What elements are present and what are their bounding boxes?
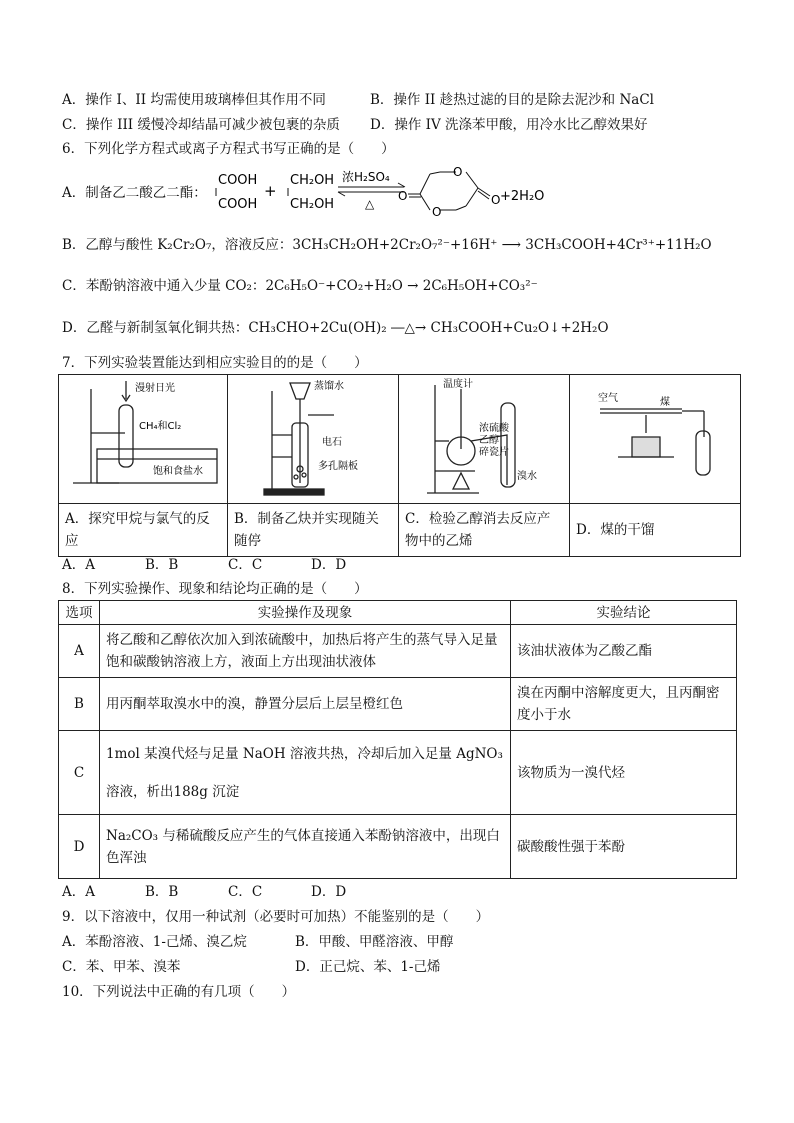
- q7-figure-b: [228, 375, 399, 504]
- q8-row-c-operation-line1: 1mol 某溴代烃与足量 NaOH 溶液共热，冷却后加入足量 AgNO₃: [106, 745, 503, 762]
- ring-oxygen-bottom: O: [432, 205, 442, 219]
- q8-row-a: [59, 625, 737, 678]
- fig-a-label-brine: 饱和食盐水: [153, 466, 203, 477]
- q7-choice-c: C．C: [228, 557, 263, 573]
- glycol-top: CH₂OH: [290, 173, 335, 188]
- plus-sign: +: [264, 182, 277, 200]
- q7-figure-d: [570, 375, 741, 504]
- water-product: +2H₂O: [500, 189, 545, 204]
- fig-c-label-ethanol: 乙醇: [479, 435, 499, 446]
- q7-caption-a: A．探究甲烷与氯气的反应: [59, 504, 228, 557]
- fig-a-label-gas: CH₄和Cl₂: [139, 421, 182, 432]
- q7-caption-c: C．检验乙醇消去反应产物中的乙烯: [399, 504, 570, 557]
- q6-option-b: [62, 236, 712, 254]
- q5-option-d: D．操作 IV 洗涤苯甲酸，用冷水比乙醇效果好: [370, 117, 648, 133]
- q6-option-a-label: A．制备乙二酸乙二酯：: [62, 185, 207, 201]
- q8-stem: 8．下列实验操作、现象和结论均正确的是（ ）: [62, 581, 368, 597]
- ethylene-apparatus: [399, 375, 569, 499]
- coal-distillation-apparatus: [570, 375, 740, 499]
- fig-a-label-sunlight: 漫射日光: [135, 383, 175, 394]
- q8-row-d: [59, 815, 737, 879]
- acetylene-apparatus: [228, 375, 398, 499]
- fig-c-label-thermometer: 温度计: [443, 379, 473, 390]
- q7-apparatus-table: [58, 374, 741, 557]
- q7-choice-a: A．A: [62, 557, 95, 573]
- q8-row-c: [59, 731, 737, 815]
- q9-option-d: D．正己烷、苯、1-己烯: [295, 959, 441, 975]
- q6-option-d: [62, 319, 609, 337]
- q8-row-c-conclusion: 该物质为一溴代烃: [511, 731, 737, 815]
- fig-d-label-air: 空气: [598, 393, 618, 404]
- q8-header-option: 选项: [59, 601, 100, 625]
- q8-choice-d: D．D: [311, 884, 347, 900]
- q7-choice-b: B．B: [145, 557, 179, 573]
- q8-row-d-option: D: [59, 815, 100, 879]
- fig-c-label-sulfuric: 浓硫酸: [479, 423, 509, 434]
- q7-stem: 7．下列实验装置能达到相应实验目的的是（ ）: [62, 355, 368, 371]
- oxalic-acid-top: COOH: [218, 173, 258, 188]
- q7-caption-d: D．煤的干馏: [570, 504, 741, 557]
- ring-oxygen-top: O: [453, 165, 463, 179]
- q8-row-c-operation-line2: 溶液，析出188g 沉淀: [106, 783, 240, 800]
- condition-heat: △: [365, 197, 375, 211]
- fig-d-label-coal: 煤: [660, 397, 670, 408]
- q9-option-a: A．苯酚溶液、1-己烯、溴乙烷: [62, 934, 247, 950]
- q8-row-b-operation: 用丙酮萃取溴水中的溴，静置分层后上层呈橙红色: [100, 678, 511, 731]
- q8-header-operation: 实验操作及现象: [100, 601, 511, 625]
- q9-stem: 9．以下溶液中，仅用一种试剂（必要时可加热）不能鉴别的是（ ）: [62, 909, 490, 925]
- glycol-bottom: CH₂OH: [290, 197, 335, 212]
- q8-choice-a: A．A: [62, 884, 95, 900]
- q8-header-conclusion: 实验结论: [511, 601, 737, 625]
- carbonyl-oxygen-left: O: [398, 189, 408, 203]
- q6-option-d-equation: CH₃CHO+2Cu(OH)₂ ―△→ CH₃COOH+Cu₂O↓+2H₂O: [248, 320, 609, 336]
- q6-option-d-label: D．乙醛与新制氢氧化铜共热：: [62, 320, 249, 336]
- q8-row-a-operation: 将乙酸和乙醇依次加入到浓硫酸中，加热后将产生的蒸气导入足量饱和碳酸钠溶液上方，液面上方出现油状液体: [100, 625, 511, 678]
- q8-choice-b: B．B: [145, 884, 179, 900]
- q6-option-b-equation: 3CH₃CH₂OH+2Cr₂O₇²⁻+16H⁺ ⟶ 3CH₃COOH+4Cr³⁺+11H₂O: [292, 237, 712, 253]
- q6-stem: 6．下列化学方程式或离子方程式书写正确的是（ ）: [62, 141, 395, 157]
- q7-figure-a: [59, 375, 228, 504]
- q8-row-d-operation: Na₂CO₃ 与稀硫酸反应产生的气体直接通入苯酚钠溶液中，出现白色浑浊: [100, 815, 511, 879]
- oxalic-acid-bottom: COOH: [218, 197, 258, 212]
- fig-b-label-carbide: 电石: [322, 437, 342, 448]
- q6-option-c: [62, 277, 538, 295]
- fig-c-label-bromine: 溴水: [517, 471, 537, 482]
- fig-c-label-chips: 碎瓷片: [479, 447, 509, 458]
- q8-row-c-operation: [100, 731, 511, 815]
- methane-chlorine-apparatus: [59, 375, 227, 499]
- q6-option-c-label: C．苯酚钠溶液中通入少量 CO₂：: [62, 278, 266, 294]
- q10-stem: 10．下列说法中正确的有几项（ ）: [62, 984, 296, 1000]
- q8-row-a-conclusion: 该油状液体为乙酸乙酯: [511, 625, 737, 678]
- q8-row-b-option: B: [59, 678, 100, 731]
- q8-row-d-conclusion: 碳酸酸性强于苯酚: [511, 815, 737, 879]
- q7-caption-b: B．制备乙炔并实现随关随停: [228, 504, 399, 557]
- carbonyl-oxygen-right: O: [491, 193, 501, 207]
- q6-option-a-equation: [208, 160, 548, 226]
- q8-choice-c: C．C: [228, 884, 263, 900]
- q8-row-b-conclusion: 溴在丙酮中溶解度更大，且丙酮密度小于水: [511, 678, 737, 731]
- q8-row-a-option: A: [59, 625, 100, 678]
- q9-option-c: C．苯、甲苯、溴苯: [62, 959, 181, 975]
- q8-row-c-option: C: [59, 731, 100, 815]
- q9-option-b: B．甲酸、甲醛溶液、甲醇: [295, 934, 454, 950]
- q5-option-c: C．操作 III 缓慢冷却结晶可减少被包裹的杂质: [62, 117, 340, 133]
- q8-row-b: [59, 678, 737, 731]
- fig-b-label-water: 蒸馏水: [314, 381, 344, 392]
- q6-option-b-label: B．乙醇与酸性 K₂Cr₂O₇，溶液反应：: [62, 237, 293, 253]
- q8-table: [58, 600, 737, 879]
- q7-figure-c: [399, 375, 570, 504]
- q5-option-b: B．操作 II 趁热过滤的目的是除去泥沙和 NaCl: [370, 92, 654, 108]
- q5-option-a: A．操作 I、II 均需使用玻璃棒但其作用不同: [62, 92, 326, 108]
- condition-catalyst: 浓H₂SO₄: [342, 170, 390, 184]
- q7-choice-d: D．D: [311, 557, 347, 573]
- q6-option-c-equation: 2C₆H₅O⁻+CO₂+H₂O → 2C₆H₅OH+CO₃²⁻: [265, 278, 538, 294]
- fig-b-label-plate: 多孔隔板: [318, 461, 358, 472]
